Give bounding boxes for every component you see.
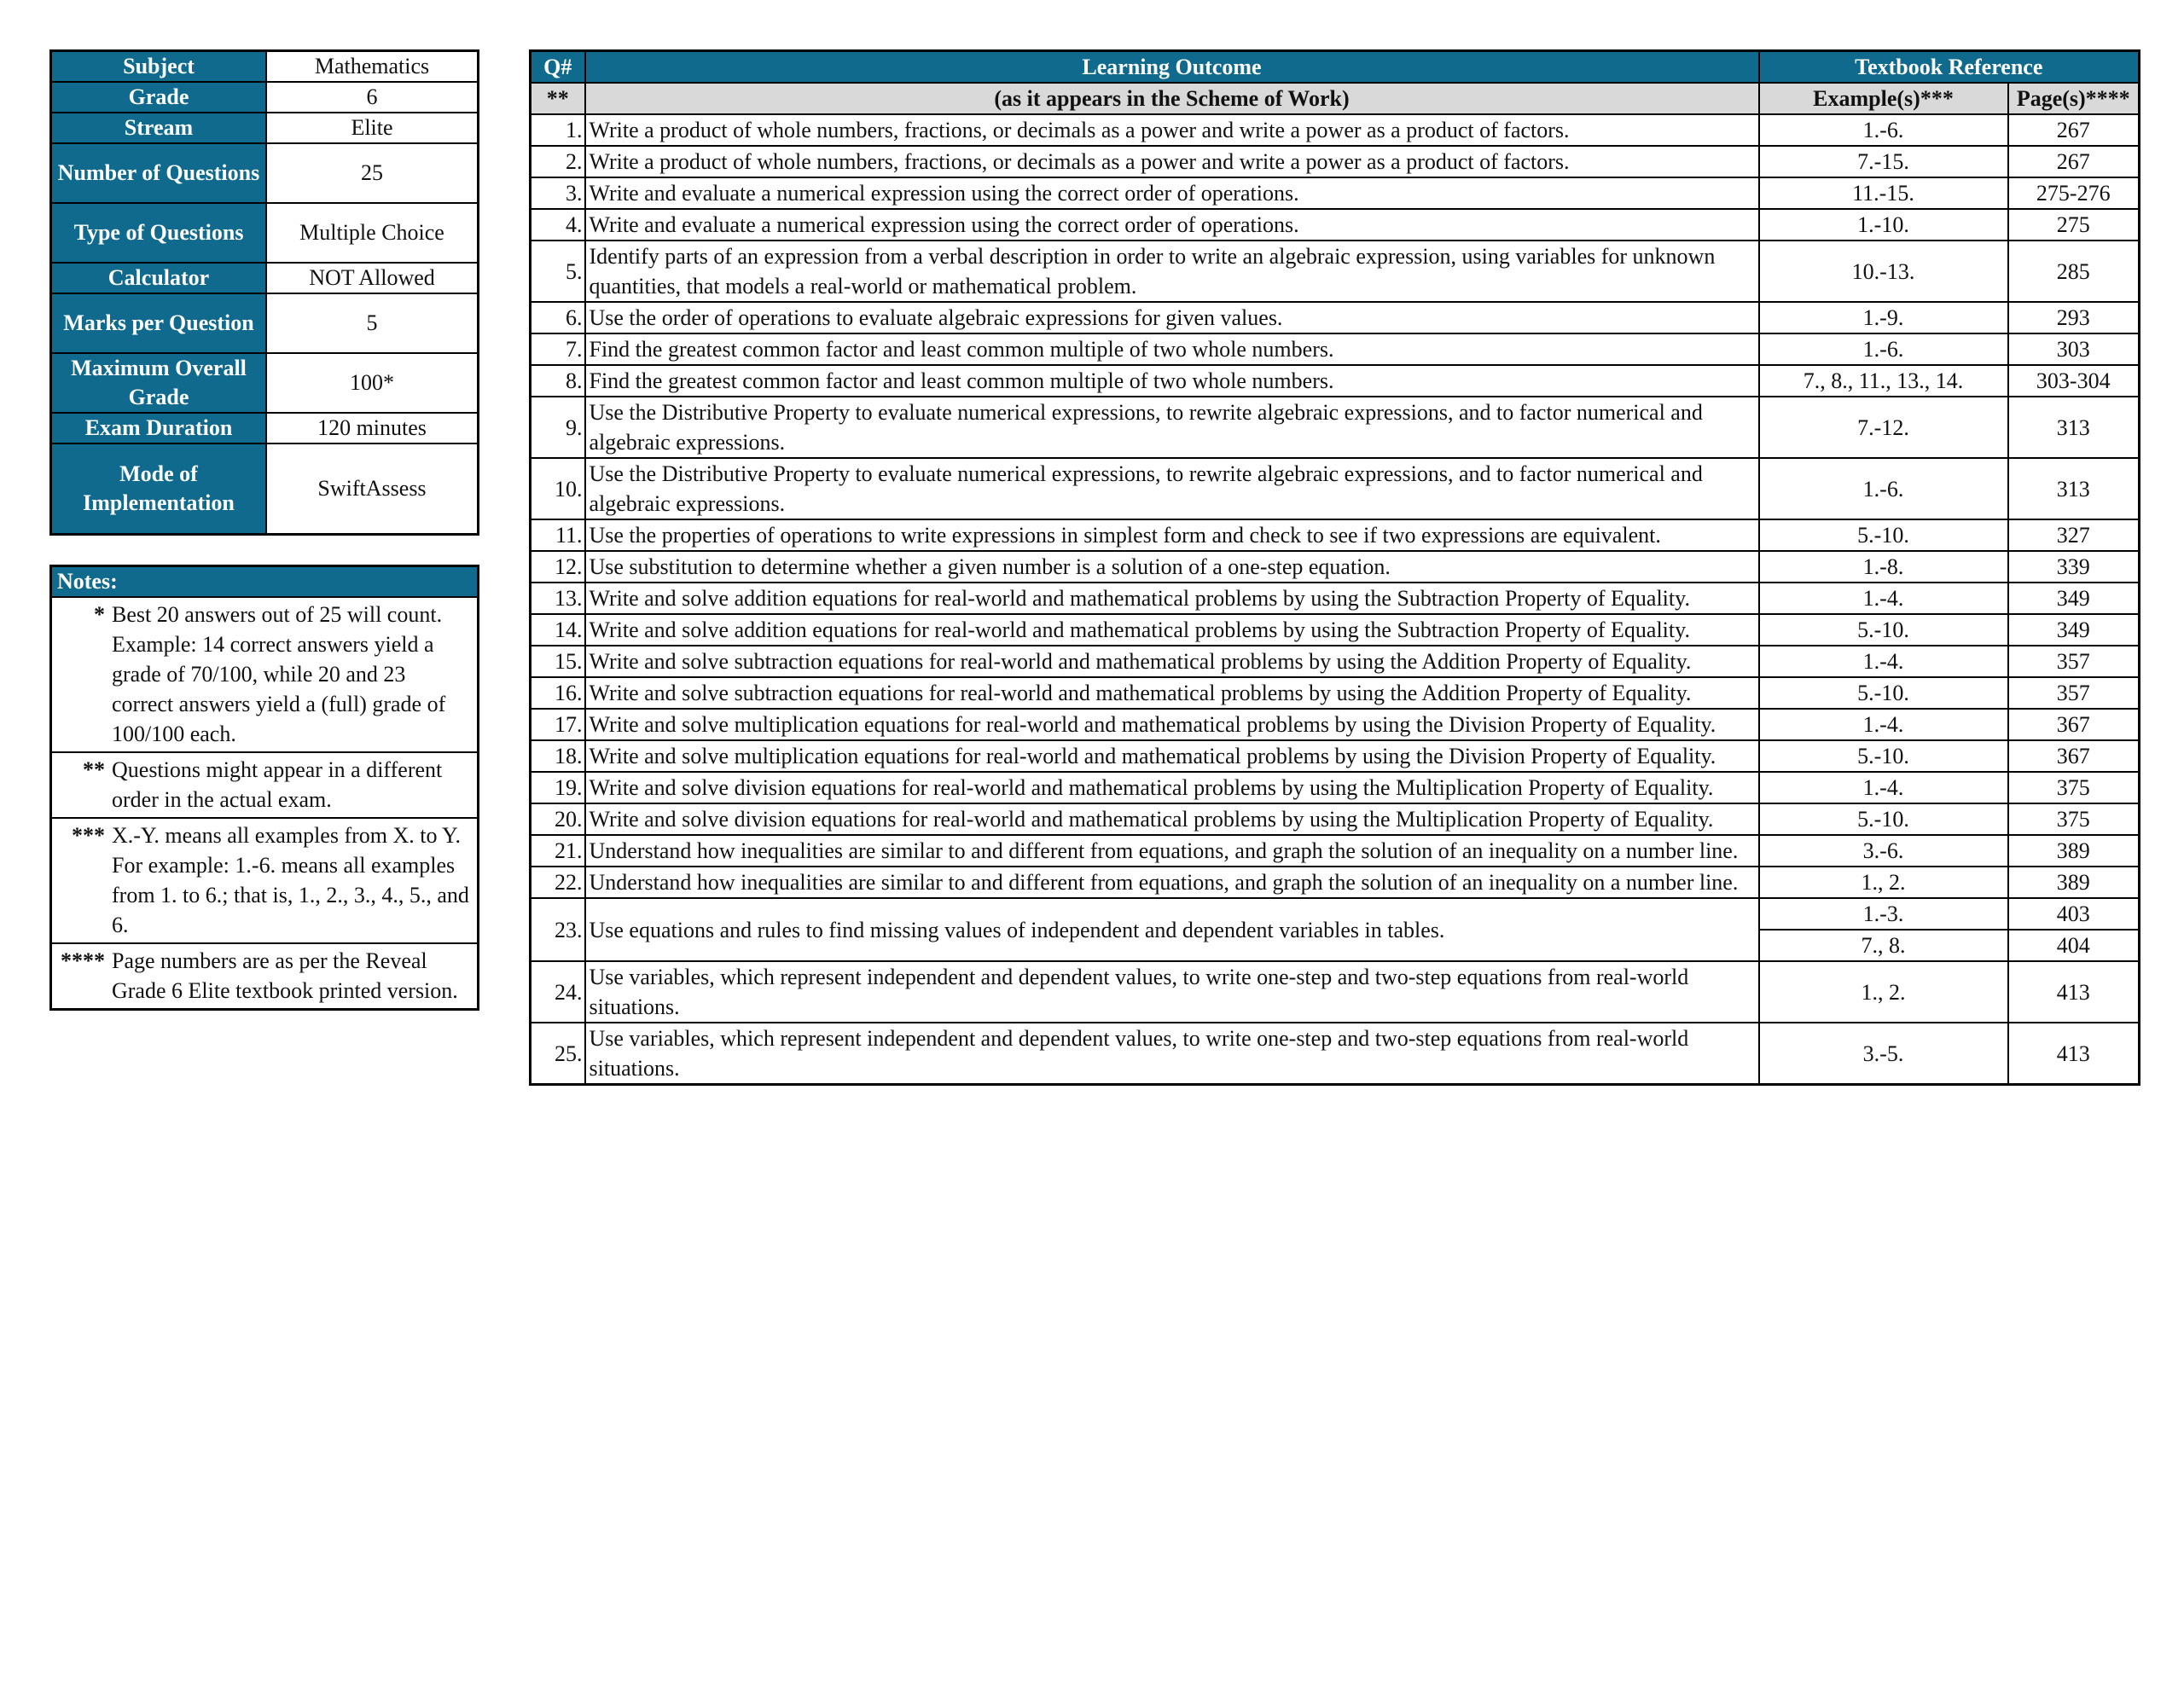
info-value: 100* bbox=[266, 353, 479, 413]
question-number: 19. bbox=[531, 772, 585, 803]
table-row bbox=[531, 365, 2140, 397]
info-label: Number of Questions bbox=[51, 143, 267, 203]
learning-outcome: Find the greatest common factor and least common multiple of two whole numbers. bbox=[585, 365, 1759, 397]
info-label: Type of Questions bbox=[51, 203, 267, 263]
learning-outcome: Use variables, which represent independent and dependent values, to write one-step and two-step equations from real-world situations. bbox=[585, 961, 1759, 1023]
question-number: 23. bbox=[531, 898, 585, 961]
pages: 375 bbox=[2008, 772, 2140, 803]
note-row bbox=[51, 752, 479, 818]
question-number: 12. bbox=[531, 551, 585, 583]
examples: 1.-6. bbox=[1759, 114, 2008, 146]
table-row bbox=[531, 646, 2140, 677]
subheader-question-number: ** bbox=[531, 83, 585, 114]
learning-outcome: Identify parts of an expression from a verbal description in order to write an algebraic expression, using variables for unknown quantities, that models a real-world or mathematical problem. bbox=[585, 241, 1759, 302]
pages: 367 bbox=[2008, 709, 2140, 740]
examples: 1.-6. bbox=[1759, 333, 2008, 365]
learning-outcome: Write a product of whole numbers, fractions, or decimals as a power and write a power as a product of factors. bbox=[585, 114, 1759, 146]
note-item bbox=[52, 946, 477, 1006]
learning-outcome: Use the Distributive Property to evaluate numerical expressions, to rewrite algebraic expressions, and to factor numerical and algebraic expressions. bbox=[585, 458, 1759, 519]
pages: 313 bbox=[2008, 397, 2140, 458]
learning-outcome: Use substitution to determine whether a given number is a solution of a one-step equation. bbox=[585, 551, 1759, 583]
table-row bbox=[531, 709, 2140, 740]
note-cell bbox=[51, 752, 479, 818]
pages: 339 bbox=[2008, 551, 2140, 583]
examples: 5.-10. bbox=[1759, 803, 2008, 835]
pages: 285 bbox=[2008, 241, 2140, 302]
info-value: Multiple Choice bbox=[266, 203, 479, 263]
info-value: SwiftAssess bbox=[266, 443, 479, 534]
question-number: 13. bbox=[531, 583, 585, 614]
question-number: 5. bbox=[531, 241, 585, 302]
table-row bbox=[531, 772, 2140, 803]
table-subheader-row bbox=[531, 83, 2140, 114]
pages: 267 bbox=[2008, 114, 2140, 146]
pages: 327 bbox=[2008, 519, 2140, 551]
question-number: 2. bbox=[531, 146, 585, 177]
info-label: Mode of Implementation bbox=[51, 443, 267, 534]
learning-outcome: Write a product of whole numbers, fractions, or decimals as a power and write a power as a product of factors. bbox=[585, 146, 1759, 177]
note-mark: **** bbox=[61, 948, 105, 973]
learning-outcome: Use variables, which represent independent and dependent values, to write one-step and two-step equations from real-world situations. bbox=[585, 1023, 1759, 1085]
table-row bbox=[531, 333, 2140, 365]
info-label: Grade bbox=[51, 82, 267, 113]
question-number: 4. bbox=[531, 209, 585, 241]
pages: 389 bbox=[2008, 867, 2140, 898]
table-row bbox=[531, 740, 2140, 772]
subheader-learning-outcome: (as it appears in the Scheme of Work) bbox=[585, 83, 1759, 114]
note-text: Page numbers are as per the Reveal Grade 6 Elite textbook printed version. bbox=[112, 948, 458, 1003]
question-number: 17. bbox=[531, 709, 585, 740]
examples: 1.-8. bbox=[1759, 551, 2008, 583]
note-mark: *** bbox=[72, 823, 105, 848]
table-row bbox=[531, 961, 2140, 1023]
learning-outcome: Write and solve addition equations for real-world and mathematical problems by using the Subtraction Property of Equality. bbox=[585, 583, 1759, 614]
question-number: 24. bbox=[531, 961, 585, 1023]
table-row bbox=[531, 835, 2140, 867]
note-mark: ** bbox=[83, 757, 105, 782]
info-value: 120 minutes bbox=[266, 413, 479, 443]
info-label: Marks per Question bbox=[51, 293, 267, 353]
examples: 7.-15. bbox=[1759, 146, 2008, 177]
info-row-maximum-overall-grade bbox=[51, 353, 479, 413]
info-value: Elite bbox=[266, 113, 479, 143]
info-label: Subject bbox=[51, 51, 267, 83]
question-number: 15. bbox=[531, 646, 585, 677]
table-row bbox=[531, 898, 2140, 930]
examples: 5.-10. bbox=[1759, 677, 2008, 709]
examples: 1.-4. bbox=[1759, 709, 2008, 740]
examples: 1.-9. bbox=[1759, 302, 2008, 333]
pages: 293 bbox=[2008, 302, 2140, 333]
header-learning-outcome: Learning Outcome bbox=[585, 51, 1759, 84]
pages: 389 bbox=[2008, 835, 2140, 867]
learning-outcome: Write and solve multiplication equations for real-world and mathematical problems by using the Division Property of Equality. bbox=[585, 709, 1759, 740]
learning-outcome: Understand how inequalities are similar to and different from equations, and graph the solution of an inequality on a number line. bbox=[585, 867, 1759, 898]
learning-outcome: Use equations and rules to find missing values of independent and dependent variables in tables. bbox=[585, 898, 1759, 961]
examples: 3.-5. bbox=[1759, 1023, 2008, 1085]
question-number: 20. bbox=[531, 803, 585, 835]
learning-outcome: Write and evaluate a numerical expression using the correct order of operations. bbox=[585, 177, 1759, 209]
question-number: 8. bbox=[531, 365, 585, 397]
info-row-type-of-questions bbox=[51, 203, 479, 263]
table-row bbox=[531, 803, 2140, 835]
learning-outcome: Write and evaluate a numerical expression using the correct order of operations. bbox=[585, 209, 1759, 241]
table-row bbox=[531, 114, 2140, 146]
info-value: 6 bbox=[266, 82, 479, 113]
note-cell bbox=[51, 597, 479, 752]
question-number: 11. bbox=[531, 519, 585, 551]
examples: 1.-3. bbox=[1759, 898, 2008, 930]
table-row bbox=[531, 397, 2140, 458]
note-row bbox=[51, 597, 479, 752]
examples: 11.-15. bbox=[1759, 177, 2008, 209]
note-text: Questions might appear in a different order in the actual exam. bbox=[112, 757, 443, 812]
info-row-subject bbox=[51, 51, 479, 83]
question-number: 6. bbox=[531, 302, 585, 333]
table-row bbox=[531, 209, 2140, 241]
notes-header-row bbox=[51, 566, 479, 598]
learning-outcome: Write and solve division equations for real-world and mathematical problems by using the Multiplication Property of Equality. bbox=[585, 803, 1759, 835]
examples: 1.-4. bbox=[1759, 772, 2008, 803]
info-row-calculator bbox=[51, 263, 479, 293]
note-item bbox=[52, 820, 477, 940]
table-row bbox=[531, 1023, 2140, 1085]
examples: 1.-4. bbox=[1759, 583, 2008, 614]
subheader-examples: Example(s)*** bbox=[1759, 83, 2008, 114]
pages: 404 bbox=[2008, 930, 2140, 961]
info-row-exam-duration bbox=[51, 413, 479, 443]
learning-outcome: Write and solve multiplication equations for real-world and mathematical problems by using the Division Property of Equality. bbox=[585, 740, 1759, 772]
table-row bbox=[531, 677, 2140, 709]
question-number: 1. bbox=[531, 114, 585, 146]
notes-table bbox=[49, 565, 479, 1011]
info-label: Maximum Overall Grade bbox=[51, 353, 267, 413]
examples: 1., 2. bbox=[1759, 867, 2008, 898]
subheader-pages: Page(s)**** bbox=[2008, 83, 2140, 114]
question-number: 7. bbox=[531, 333, 585, 365]
pages: 275-276 bbox=[2008, 177, 2140, 209]
pages: 267 bbox=[2008, 146, 2140, 177]
exam-info-table bbox=[49, 49, 479, 536]
examples: 7.-12. bbox=[1759, 397, 2008, 458]
pages: 303-304 bbox=[2008, 365, 2140, 397]
learning-outcomes-table bbox=[529, 49, 2140, 1086]
table-row bbox=[531, 583, 2140, 614]
pages: 375 bbox=[2008, 803, 2140, 835]
question-number: 10. bbox=[531, 458, 585, 519]
info-value: Mathematics bbox=[266, 51, 479, 83]
info-label: Exam Duration bbox=[51, 413, 267, 443]
note-row bbox=[51, 818, 479, 943]
note-row bbox=[51, 943, 479, 1010]
table-row bbox=[531, 519, 2140, 551]
table-row bbox=[531, 241, 2140, 302]
pages: 349 bbox=[2008, 614, 2140, 646]
pages: 303 bbox=[2008, 333, 2140, 365]
examples: 1., 2. bbox=[1759, 961, 2008, 1023]
examples: 5.-10. bbox=[1759, 614, 2008, 646]
table-header-row bbox=[531, 51, 2140, 84]
question-number: 25. bbox=[531, 1023, 585, 1085]
pages: 367 bbox=[2008, 740, 2140, 772]
info-row-marks-per-question bbox=[51, 293, 479, 353]
pages: 349 bbox=[2008, 583, 2140, 614]
learning-outcome: Use the order of operations to evaluate algebraic expressions for given values. bbox=[585, 302, 1759, 333]
info-row-grade bbox=[51, 82, 479, 113]
pages: 313 bbox=[2008, 458, 2140, 519]
examples: 7., 8., 11., 13., 14. bbox=[1759, 365, 2008, 397]
learning-outcome: Use the properties of operations to write expressions in simplest form and check to see if two expressions are equivalent. bbox=[585, 519, 1759, 551]
question-number: 21. bbox=[531, 835, 585, 867]
info-value: NOT Allowed bbox=[266, 263, 479, 293]
note-item bbox=[52, 755, 477, 815]
pages: 357 bbox=[2008, 677, 2140, 709]
table-row bbox=[531, 146, 2140, 177]
table-row bbox=[531, 551, 2140, 583]
info-value: 5 bbox=[266, 293, 479, 353]
examples: 1.-10. bbox=[1759, 209, 2008, 241]
table-row bbox=[531, 458, 2140, 519]
table-row bbox=[531, 614, 2140, 646]
question-number: 9. bbox=[531, 397, 585, 458]
examples: 7., 8. bbox=[1759, 930, 2008, 961]
question-number: 3. bbox=[531, 177, 585, 209]
learning-outcome: Use the Distributive Property to evaluate numerical expressions, to rewrite algebraic expressions, and to factor numerical and algebraic expressions. bbox=[585, 397, 1759, 458]
notes-title: Notes: bbox=[51, 566, 479, 598]
info-label: Stream bbox=[51, 113, 267, 143]
learning-outcome: Understand how inequalities are similar to and different from equations, and graph the solution of an inequality on a number line. bbox=[585, 835, 1759, 867]
examples: 5.-10. bbox=[1759, 740, 2008, 772]
header-question-number: Q# bbox=[531, 51, 585, 84]
learning-outcome: Write and solve addition equations for real-world and mathematical problems by using the Subtraction Property of Equality. bbox=[585, 614, 1759, 646]
examples: 10.-13. bbox=[1759, 241, 2008, 302]
question-number: 14. bbox=[531, 614, 585, 646]
pages: 413 bbox=[2008, 1023, 2140, 1085]
pages: 403 bbox=[2008, 898, 2140, 930]
learning-outcome: Write and solve subtraction equations for real-world and mathematical problems by using the Addition Property of Equality. bbox=[585, 646, 1759, 677]
note-cell bbox=[51, 943, 479, 1010]
table-row bbox=[531, 867, 2140, 898]
learning-outcome: Find the greatest common factor and least common multiple of two whole numbers. bbox=[585, 333, 1759, 365]
info-label: Calculator bbox=[51, 263, 267, 293]
table-row bbox=[531, 177, 2140, 209]
info-row-mode-of-implementation bbox=[51, 443, 479, 534]
examples: 5.-10. bbox=[1759, 519, 2008, 551]
note-text: X.-Y. means all examples from X. to Y. For example: 1.-6. means all examples from 1. to 6.; that is, 1., 2., 3., 4., 5., and 6. bbox=[112, 823, 469, 937]
info-value: 25 bbox=[266, 143, 479, 203]
learning-outcome: Write and solve division equations for real-world and mathematical problems by using the Multiplication Property of Equality. bbox=[585, 772, 1759, 803]
note-item bbox=[52, 600, 477, 749]
examples: 3.-6. bbox=[1759, 835, 2008, 867]
question-number: 22. bbox=[531, 867, 585, 898]
info-row-number-of-questions bbox=[51, 143, 479, 203]
pages: 357 bbox=[2008, 646, 2140, 677]
question-number: 16. bbox=[531, 677, 585, 709]
learning-outcome: Write and solve subtraction equations for real-world and mathematical problems by using the Addition Property of Equality. bbox=[585, 677, 1759, 709]
note-mark: * bbox=[94, 602, 105, 627]
examples: 1.-6. bbox=[1759, 458, 2008, 519]
pages: 413 bbox=[2008, 961, 2140, 1023]
pages: 275 bbox=[2008, 209, 2140, 241]
table-row bbox=[531, 302, 2140, 333]
header-textbook-reference: Textbook Reference bbox=[1759, 51, 2140, 84]
info-row-stream bbox=[51, 113, 479, 143]
question-number: 18. bbox=[531, 740, 585, 772]
examples: 1.-4. bbox=[1759, 646, 2008, 677]
note-cell bbox=[51, 818, 479, 943]
note-text: Best 20 answers out of 25 will count. Example: 14 correct answers yield a grade of 70/100, while 20 and 23 correct answers yield a (full) grade of 100/100 each. bbox=[112, 602, 446, 746]
